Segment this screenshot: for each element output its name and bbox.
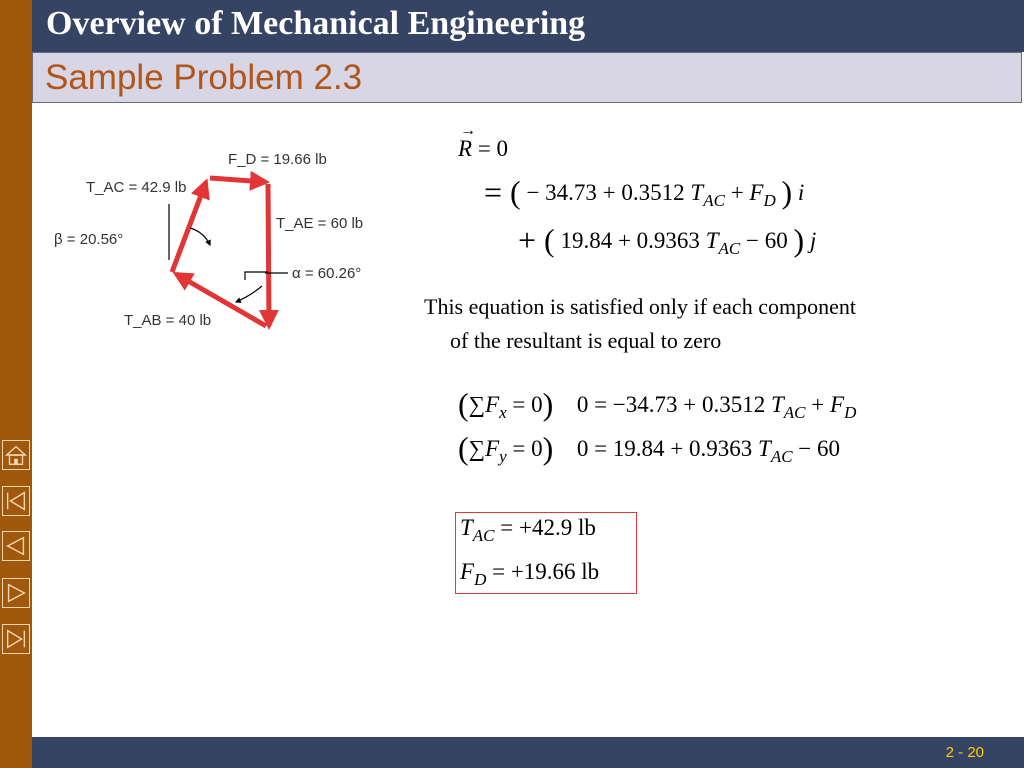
fd-result-subscript: D xyxy=(474,569,487,589)
fy-subscript: y xyxy=(499,446,507,466)
i-f-symbol: F xyxy=(749,180,764,205)
j-t-symbol: T xyxy=(705,228,719,253)
j-unit-vector: j xyxy=(809,228,817,253)
i-plus: + xyxy=(730,180,744,205)
tac-label: T_AC = 42.9 lb xyxy=(86,179,187,196)
tac-result xyxy=(460,515,596,546)
tac-result-value: = +42.9 lb xyxy=(500,515,596,540)
tab-label: T_AB = 40 lb xyxy=(124,312,212,329)
beta-arc xyxy=(190,228,210,245)
i-open: = ( xyxy=(484,174,521,210)
i-f-subscript: D xyxy=(763,190,776,210)
j-t-subscript: AC xyxy=(718,238,741,258)
last-icon xyxy=(3,625,29,653)
sum-fx-equation xyxy=(458,386,857,423)
fx-plus: + xyxy=(811,392,825,417)
sum-fy-equation xyxy=(458,430,841,467)
last-slide-button[interactable] xyxy=(2,624,30,654)
tac-result-symbol: T xyxy=(460,515,473,540)
page-number: 2 - 20 xyxy=(945,744,984,761)
fx-fd-subscript: D xyxy=(844,402,857,422)
i-values: − 34.73 + 0.3512 xyxy=(526,180,685,205)
fy-close-paren: ) xyxy=(542,430,554,466)
beta-label: β = 20.56° xyxy=(54,231,124,248)
tae-label: T_AE = 60 lb xyxy=(276,215,364,232)
explanation-paragraph xyxy=(424,290,1004,358)
fx-body: 0 = −34.73 + 0.3512 xyxy=(576,392,766,417)
first-slide-button[interactable] xyxy=(2,486,30,516)
next-slide-button[interactable] xyxy=(2,578,30,608)
fx-open-paren: ( xyxy=(458,386,469,422)
fy-body: 0 = 19.84 + 0.9363 xyxy=(576,436,753,461)
first-icon xyxy=(3,487,29,515)
fx-fd-symbol: F xyxy=(830,392,845,417)
slide-subtitle: Sample Problem 2.3 xyxy=(45,58,363,97)
home-icon xyxy=(3,441,29,469)
force-triangle-diagram xyxy=(40,120,400,350)
fd-vector xyxy=(210,178,266,182)
alpha-reference-line xyxy=(245,272,268,280)
tac-result-subscript: AC xyxy=(472,525,495,545)
fy-f-symbol: F xyxy=(485,436,500,461)
fx-t-symbol: T xyxy=(770,392,784,417)
slide-title: Overview of Mechanical Engineering xyxy=(46,5,586,42)
fy-t-symbol: T xyxy=(758,436,771,461)
explanation-line-2: of the resultant is equal to zero xyxy=(450,328,722,353)
j-minus-sixty: − 60 xyxy=(745,228,788,253)
fx-close-paren: ) xyxy=(542,386,554,422)
r-arrow-icon: → xyxy=(460,122,476,139)
tae-vector xyxy=(268,184,269,326)
fx-subscript: x xyxy=(499,402,507,422)
fd-result xyxy=(460,559,599,590)
previous-slide-button[interactable] xyxy=(2,531,30,561)
fd-result-value: = +19.66 lb xyxy=(492,559,600,584)
fy-sum-symbol: ∑ xyxy=(468,436,486,461)
j-values: 19.84 + 0.9363 xyxy=(560,228,700,253)
fd-result-symbol: F xyxy=(460,559,475,584)
alpha-arc xyxy=(236,286,262,302)
fx-sum-symbol: ∑ xyxy=(468,392,486,417)
next-icon xyxy=(3,579,29,607)
fy-open-paren: ( xyxy=(458,430,469,466)
i-component-line xyxy=(484,174,805,211)
previous-icon xyxy=(3,532,29,560)
fy-t-subscript: AC xyxy=(770,446,793,466)
i-unit-vector: i xyxy=(797,180,805,205)
fy-minus-sixty: − 60 xyxy=(798,436,841,461)
i-t-symbol: T xyxy=(690,180,704,205)
footer-bar xyxy=(32,737,1024,768)
j-close: ) xyxy=(793,222,805,258)
resultant-equation xyxy=(458,122,509,162)
home-button[interactable] xyxy=(2,440,30,470)
i-close: ) xyxy=(781,174,793,210)
fy-equals-zero: = 0 xyxy=(512,436,543,461)
alpha-label: α = 60.26° xyxy=(292,265,362,282)
explanation-line-1: This equation is satisfied only if each component xyxy=(424,294,856,319)
j-component-line xyxy=(518,222,817,259)
r-vector-symbol: R xyxy=(458,136,473,161)
r-equals-zero: = 0 xyxy=(477,136,509,161)
fx-t-subscript: AC xyxy=(783,402,806,422)
fx-equals-zero: = 0 xyxy=(512,392,543,417)
fx-f-symbol: F xyxy=(485,392,500,417)
fd-label: F_D = 19.66 lb xyxy=(228,151,327,168)
j-open: + ( xyxy=(518,222,555,258)
i-t-subscript: AC xyxy=(703,190,725,210)
